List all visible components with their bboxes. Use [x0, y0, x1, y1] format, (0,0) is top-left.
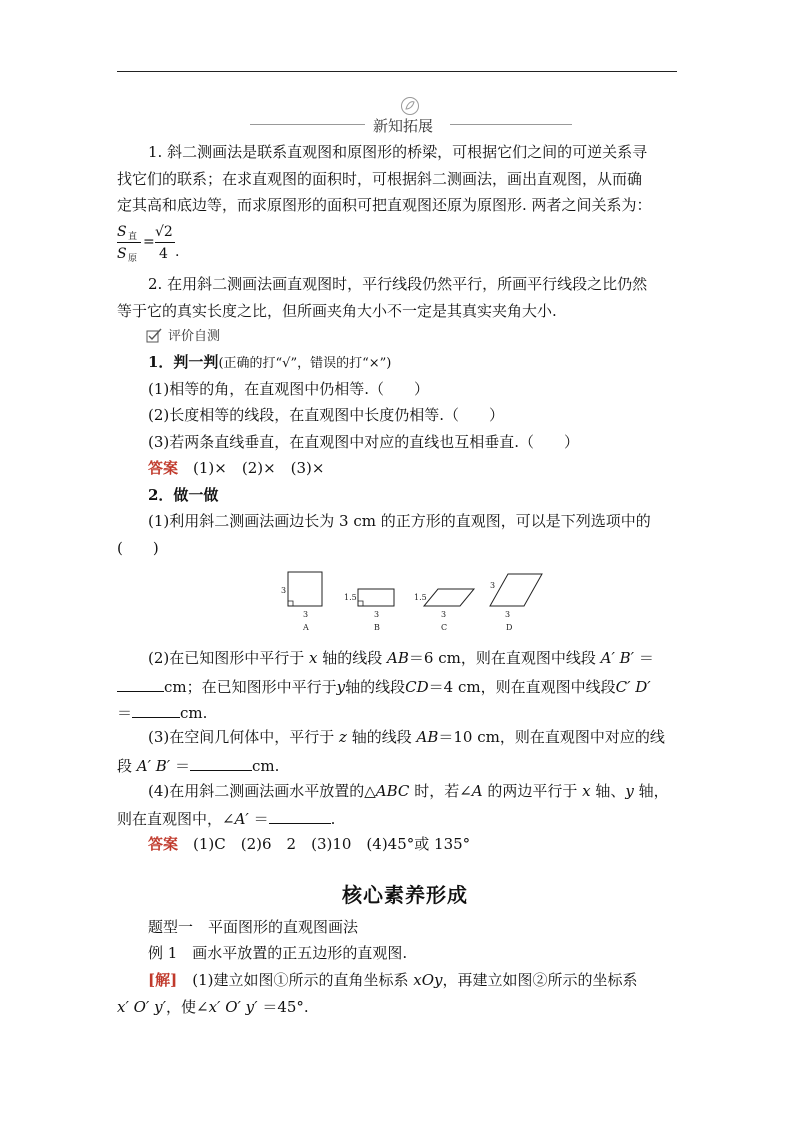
q4-var-A: A: [471, 782, 483, 800]
q4-text-d: 轴、: [590, 782, 626, 800]
q4-var-ABC: ABC: [375, 782, 410, 800]
q3-text-f: cm.: [252, 757, 280, 775]
q2-text-h: ＝: [117, 704, 133, 722]
self-test-label: 评价自测: [168, 329, 221, 344]
intro-p1-line1: 1. 斜二测画法是联系直观图和原图形的桥梁，可根据它们之间的可逆关系寻: [148, 143, 648, 161]
doit-q2-line2: [117, 675, 651, 697]
q2-var-x: x: [309, 649, 318, 667]
figure-c-dim-left: 1.5: [414, 593, 427, 602]
figure-d-dim-left: 3: [490, 581, 496, 590]
q4-var-A1: A′: [234, 810, 249, 828]
q4-text-a: (4)在用斜二测画法画水平放置的△: [148, 782, 376, 800]
doit-q4-line2: [117, 807, 335, 829]
judge-q2: (2)长度相等的线段，在直观图中长度仍相等.（ ）: [148, 406, 505, 424]
figure-b-label: B: [374, 623, 380, 632]
figure-a-dim-bottom: 3: [303, 610, 309, 619]
doit-q3-line2: [117, 754, 279, 776]
intro-p2-line1: 2. 在用斜二测画法画直观图时，平行线段仍然平行，所画平行线段之比仍然: [148, 275, 648, 293]
solution-line1: [148, 970, 638, 990]
formula-den-sub: 原: [128, 254, 138, 264]
q4-text-g: ＝: [248, 810, 269, 828]
q3-text-c: ＝10 cm，则在直观图中对应的线: [438, 728, 665, 746]
q3-text-b: 轴的线段: [346, 728, 417, 746]
q4-text-h: .: [330, 810, 336, 828]
q3-var-A1B1: A′ B′: [136, 757, 171, 775]
judge-answer-text: (1)× (2)× (3)×: [193, 459, 325, 477]
formula-four: 4: [159, 246, 168, 262]
q2-var-A1B1: A′ B′: [600, 649, 635, 667]
section-header: [250, 96, 572, 135]
q4-text-b: 时，若∠: [409, 782, 472, 800]
q3-text-d: 段: [117, 757, 137, 775]
solution-var-angle: x′ O′ y′: [208, 998, 258, 1016]
figure-a-label: A: [303, 623, 309, 632]
q4-var-x: x: [582, 782, 591, 800]
formula-num-S: S: [117, 224, 127, 240]
intro-p2-line2: 等于它的真实长度之比，但所画夹角大小不一定是其真实夹角大小.: [117, 302, 557, 320]
q3-text-e: ＝: [170, 757, 190, 775]
figure-c-dim-bottom: 3: [441, 610, 447, 619]
judge-note: (正确的打“√”，错误的打“×”): [218, 356, 392, 371]
solution-text-b: ，再建立如图②所示的坐标系: [442, 971, 638, 989]
q3-var-z: z: [339, 728, 347, 746]
q2-text-a: (2)在已知图形中平行于: [148, 649, 310, 667]
doit-heading: 2．做一做: [148, 486, 219, 504]
top-rule: [117, 71, 677, 72]
solution-text-a: (1)建立如图①所示的直角坐标系: [192, 971, 414, 989]
q2-text-i: cm.: [180, 704, 208, 722]
figure-c-label: C: [441, 623, 448, 632]
section-title: 新知拓展: [373, 117, 434, 135]
doit-q2-line3: [117, 701, 207, 723]
formula-dot: .: [175, 244, 180, 260]
formula-bar-left: [117, 242, 141, 243]
header-rule-right: [450, 124, 572, 125]
judge-answer: [148, 458, 324, 478]
formula-bar-right: [155, 242, 175, 243]
formula-sqrt2: √2: [155, 224, 173, 240]
q4-text-f: 则在直观图中，∠: [117, 810, 235, 828]
q2-var-C1D1: C′ D′: [615, 678, 651, 696]
q2-var-y: y: [336, 678, 346, 696]
judge-answer-label: 答案: [148, 459, 179, 477]
solution-label: [解]: [148, 971, 178, 989]
q3-var-AB: AB: [416, 728, 439, 746]
formula-num-sub: 直: [128, 232, 138, 242]
q2-text-g: ＝4 cm，则在直观图中线段: [428, 678, 616, 696]
q3-blank[interactable]: [190, 754, 252, 771]
intro-p1-line2: 找它们的联系；在求直观图的面积时，可根据斜二测画法，画出直观图，从而确: [117, 170, 643, 188]
figure-c-parallelogram: [424, 589, 474, 606]
type1-heading: 题型一 平面图形的直观图画法: [148, 918, 359, 936]
q4-blank[interactable]: [269, 807, 331, 824]
judge-q1: (1)相等的角，在直观图中仍相等.（ ）: [148, 380, 430, 398]
judge-q3: (3)若两条直线垂直，在直观图中对应的直线也互相垂直.（ ）: [148, 433, 580, 451]
q2-text-c: ＝6 cm，则在直观图中线段: [408, 649, 601, 667]
q2-text-b: 轴的线段: [317, 649, 388, 667]
q2-text-f: 轴的线段: [345, 678, 406, 696]
doit-q4-line1: [148, 781, 669, 801]
solution-text-d: ＝45°.: [257, 998, 309, 1016]
figure-b-dim-bottom: 3: [374, 610, 380, 619]
header-rule-left: [250, 124, 365, 125]
figure-d-label: D: [506, 623, 513, 632]
intro-p1-line3: 定其高和底边等，而求原图形的面积可把直观图还原为原图形. 两者之间关系为：: [117, 196, 652, 214]
doit-answer-label: 答案: [148, 835, 179, 853]
check-pencil-icon: [146, 328, 164, 344]
figure-d-dim-bottom: 3: [505, 610, 511, 619]
q2-text-e: cm；在已知图形中平行于: [164, 678, 337, 696]
solution-line2: [117, 997, 309, 1017]
q4-text-e: 轴，: [633, 782, 669, 800]
doit-q3-line1: [148, 727, 665, 747]
judge-heading: 1．判一判: [148, 353, 219, 371]
doit-q1-line2: ( ): [117, 539, 159, 557]
solution-var-xOy-prime: x′ O′ y′: [117, 998, 166, 1016]
example1: 例 1 画水平放置的正五边形的直观图.: [148, 944, 408, 962]
figure-b-right-angle: [358, 601, 363, 606]
figure-d-parallelogram: [490, 574, 542, 606]
q2-var-CD: CD: [405, 678, 429, 696]
doit-q2-line1: [148, 648, 654, 668]
solution-var-xOy: xOy: [413, 971, 443, 989]
q4-text-c: 的两边平行于: [482, 782, 583, 800]
figure-b-dim-left: 1.5: [344, 593, 357, 602]
figure-a-dim-left: 3: [281, 586, 287, 595]
figure-a-right-angle: [288, 601, 293, 606]
solution-text-c: ，使∠: [165, 998, 209, 1016]
q3-text-a: (3)在空间几何体中，平行于: [148, 728, 340, 746]
q2-text-d: ＝: [634, 649, 654, 667]
options-figure: [274, 566, 550, 638]
core-title: 核心素养形成: [342, 883, 468, 907]
doit-answer: [148, 834, 470, 854]
q2-blank-2[interactable]: [132, 701, 180, 718]
leaf-icon: [400, 96, 420, 116]
doit-q1-line1: (1)利用斜二测画法画边长为 3 cm 的正方形的直观图，可以是下列选项中的: [148, 512, 651, 530]
q2-var-AB: AB: [387, 649, 409, 667]
formula-den-S: S: [117, 246, 127, 262]
q2-blank-1[interactable]: [117, 675, 164, 692]
q4-var-y: y: [625, 782, 634, 800]
formula-equals: =: [143, 234, 155, 250]
judge-line: [148, 352, 391, 374]
doit-answer-text: (1)C (2)6 2 (3)10 (4)45°或 135°: [193, 835, 471, 853]
